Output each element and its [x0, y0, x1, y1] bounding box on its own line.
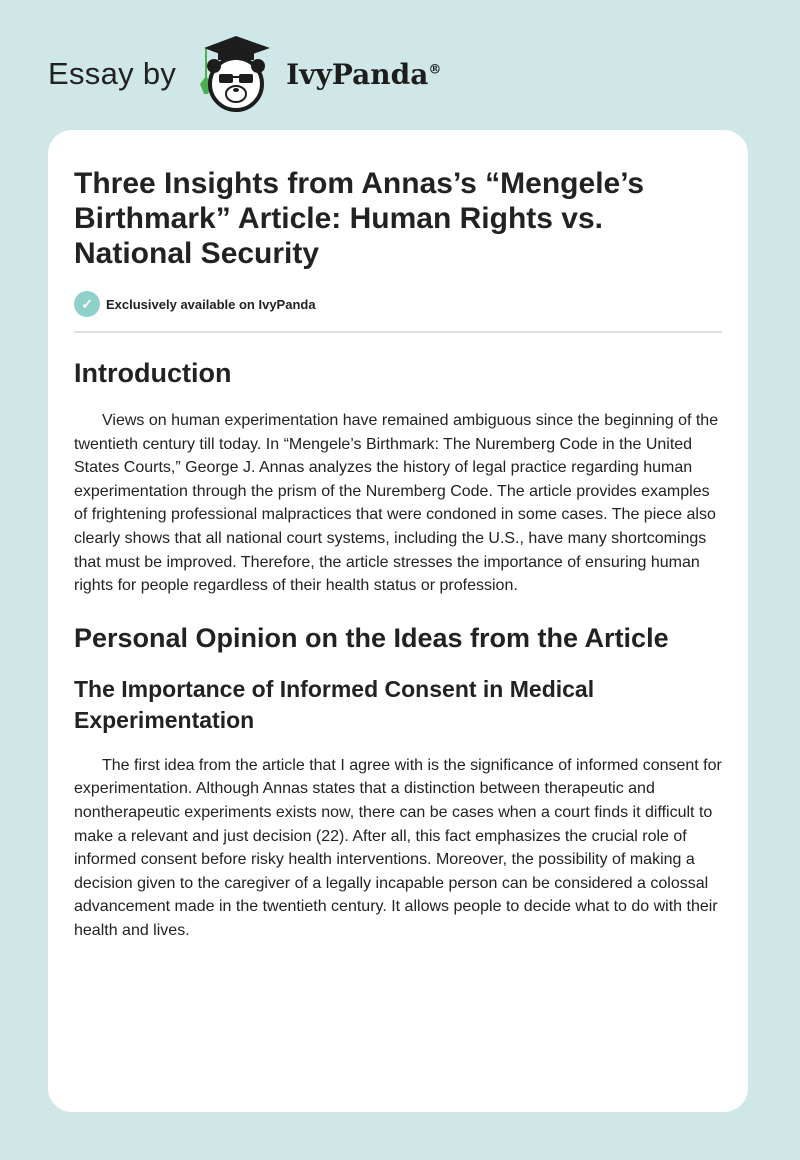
section-heading: Introduction — [74, 358, 232, 388]
brand-name[interactable] — [286, 58, 441, 91]
site-header — [48, 34, 441, 114]
essay-by-label: Essay by — [48, 56, 177, 91]
exclusive-badge — [74, 291, 722, 317]
panda-logo-icon[interactable] — [194, 34, 278, 114]
section-heading: Personal Opinion on the Ideas from the Article — [74, 622, 669, 653]
brand-text: IvyPanda — [286, 57, 429, 91]
essay-card — [48, 130, 748, 1112]
divider — [74, 331, 722, 333]
section-paragraph: The first idea from the article that I agree with is the significance of informed consent for experimentation. Although Annas states that a distinction between therapeutic and nontherapeutic experiments exists now, there can be cases when a court finds it difficult to make a relevant and just decision (22). After all, this fact emphasizes the crucial role of informed consent before risky health interventions. Moreover, the possibility of making a decision given to the caregiver of a legally incapable person can be considered a colossal advancement made in the twentieth century. It allows people to decide what to do with their health and lives. — [74, 756, 722, 939]
section-paragraph: Views on human experimentation have remained ambiguous since the beginning of the twentieth century till today. In “Mengele’s Birthmark: The Nuremberg Code in the United States Courts,” George J. Annas analyzes the history of legal practice regarding human experimentation through the prism of the Nuremberg Code. The article provides examples of frightening professional malpractices that were condoned in some cases. The piece also clearly shows that all national court systems, including the U.S., have many shortcomings that must be improved. Therefore, the article stresses the importance of ensuring human rights for people regardless of their health status or profession. — [74, 412, 719, 595]
check-icon: ✓ — [74, 291, 100, 317]
essay-title: Three Insights from Annas’s “Mengele’s Birthmark” Article: Human Rights vs. National Security — [74, 167, 645, 270]
section-subheading: The Importance of Informed Consent in Medical Experimentation — [74, 675, 595, 733]
badge-label: Exclusively available on IvyPanda — [106, 296, 316, 312]
registered-mark: ® — [428, 62, 442, 78]
